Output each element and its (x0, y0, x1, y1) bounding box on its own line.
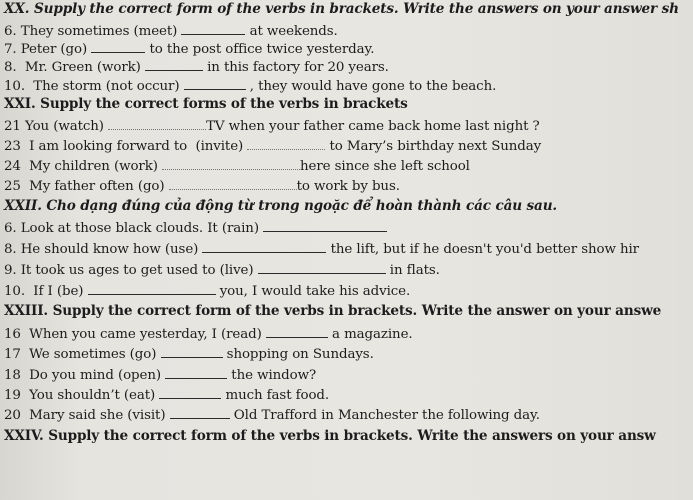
section-heading-xxii: XXII. Cho dạng đúng của động từ trong ngoặc để hoàn thành các câu sau. (4, 198, 558, 214)
answer-blank[interactable] (165, 366, 227, 379)
exercise-item: 16 When you came yesterday, I (read) a magazine. (4, 327, 413, 342)
answer-blank[interactable] (169, 177, 297, 190)
answer-blank[interactable] (181, 22, 245, 35)
answer-blank[interactable] (266, 325, 328, 338)
answer-blank[interactable] (161, 345, 223, 358)
exercise-item: 8. Mr. Green (work) in this factory for 20 years. (4, 60, 389, 75)
exercise-item: 23 I am looking forward to (invite) to Mary’s birthday next Sunday (4, 139, 542, 154)
answer-blank[interactable] (88, 282, 216, 295)
exercise-item: 18 Do you mind (open) the window? (4, 368, 317, 383)
answer-blank[interactable] (145, 58, 203, 71)
exercise-item: 8. He should know how (use) the lift, but if he doesn't you'd better show hir (4, 242, 639, 257)
answer-blank[interactable] (258, 261, 386, 274)
answer-blank[interactable] (159, 386, 221, 399)
answer-blank[interactable] (263, 219, 387, 232)
section-heading-xxiii: XXIII. Supply the correct form of the verbs in brackets. Write the answer on your answe (4, 303, 662, 319)
answer-blank[interactable] (247, 137, 325, 150)
answer-blank[interactable] (162, 157, 300, 170)
exercise-item: 25 My father often (go) to work by bus. (4, 179, 400, 194)
section-heading-xxiv: XXIV. Supply the correct form of the verbs in brackets. Write the answers on your answ (4, 428, 656, 444)
exercise-item: 21 You (watch) TV when your father came back home last night ? (4, 119, 540, 134)
section-heading-xx: XX. Supply the correct form of the verbs in brackets. Write the answers on your answer sh (4, 1, 679, 17)
section-heading-xxi: XXI. Supply the correct forms of the verbs in brackets (4, 96, 408, 112)
answer-blank[interactable] (184, 77, 246, 90)
answer-blank[interactable] (91, 40, 145, 53)
exercise-item: 10. If I (be) you, I would take his advice. (4, 284, 411, 299)
exercise-item: 7. Peter (go) to the post office twice yesterday. (4, 42, 375, 57)
exercise-item: 19 You shouldn’t (eat) much fast food. (4, 388, 330, 403)
answer-blank[interactable] (170, 406, 230, 419)
exercise-item: 6. Look at those black clouds. It (rain) (4, 219, 387, 237)
exercise-item: 20 Mary said she (visit) Old Trafford in Manchester the following day. (4, 408, 540, 423)
exercise-item: 24 My children (work) here since she left school (4, 159, 470, 174)
exercise-item: 17 We sometimes (go) shopping on Sundays. (4, 347, 374, 362)
exercise-item: 6. They sometimes (meet) at weekends. (4, 24, 338, 39)
exercise-item: 10. The storm (not occur) , they would have gone to the beach. (4, 79, 497, 94)
answer-blank[interactable] (108, 117, 206, 130)
answer-blank[interactable] (202, 240, 326, 253)
exercise-item: 9. It took us ages to get used to (live) in flats. (4, 263, 440, 278)
